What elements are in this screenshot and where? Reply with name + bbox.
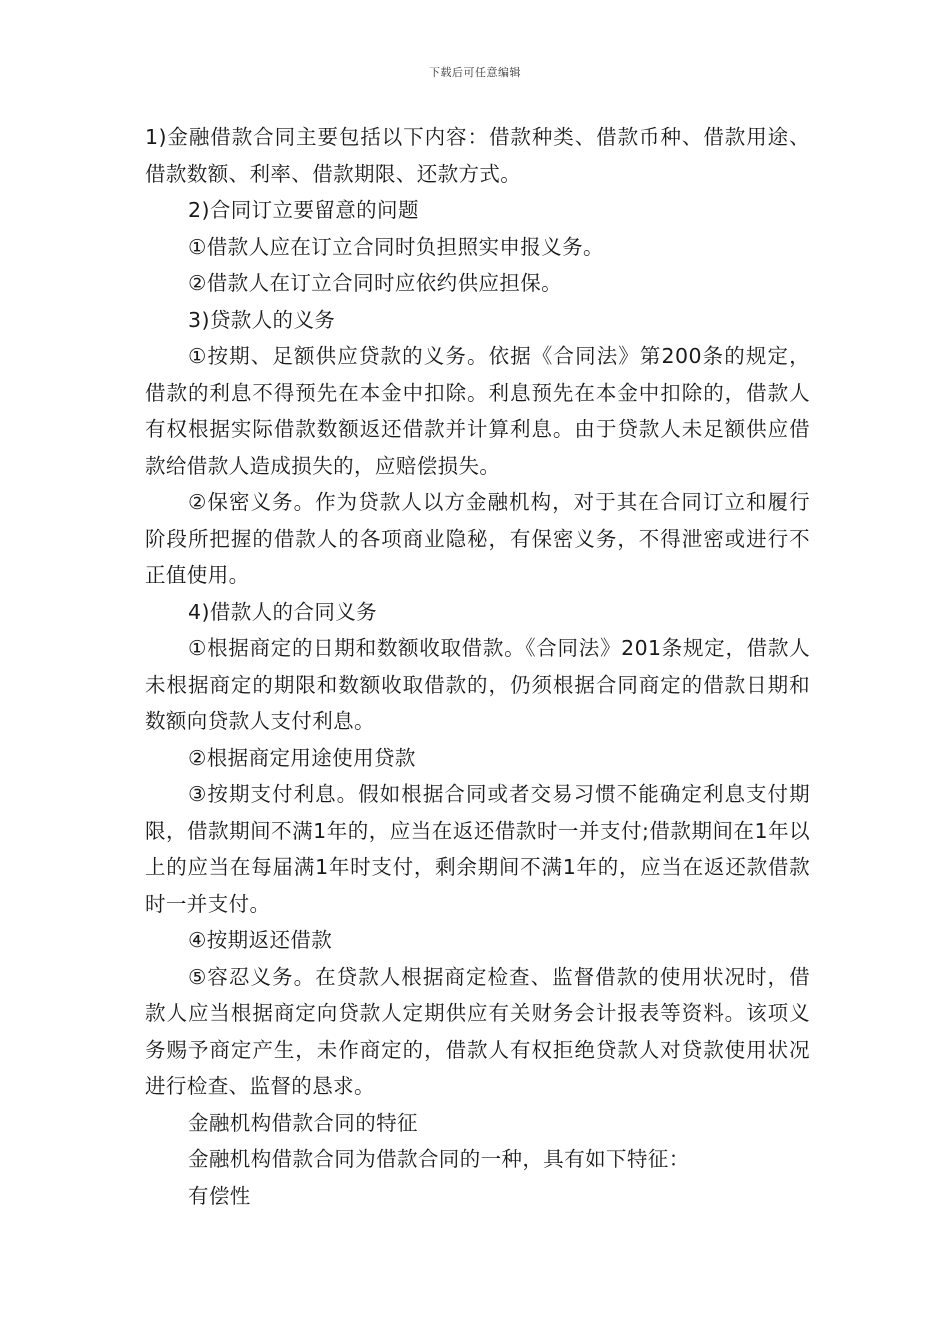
page-header-note: 下载后可任意编辑 <box>429 66 521 79</box>
paragraph-contract-contents: 1)金融借款合同主要包括以下内容：借款种类、借款币种、借款用途、借款数额、利率、借款期限、还款方式。 <box>145 125 810 186</box>
paragraph-borrower-tolerance: ⑤容忍义务。在贷款人根据商定检查、监督借款的使用状况时，借款人应当根据商定向贷款人定期供应有关财务会计报表等资料。该项义务赐予商定产生，未作商定的，借款人有权拒绝贷款人对贷款使用状况进行检查、监督的恳求。 <box>145 964 810 1098</box>
paragraph-features-intro: 金融机构借款合同为借款合同的一种，具有如下特征： <box>188 1147 690 1171</box>
document-body <box>145 119 810 1214</box>
paragraph-lender-full-loan: ①按期、足额供应贷款的义务。依据《合同法》第200条的规定，借款的利息不得预先在本金中扣除。利息预先在本金中扣除的，借款人有权根据实际借款数额返还借款并计算利息。由于贷款人未足额供应借款给借款人造成损失的，应赔偿损失。 <box>145 344 810 478</box>
paragraph-lender-confidentiality: ②保密义务。作为贷款人以方金融机构，对于其在合同订立和履行阶段所把握的借款人的各项商业隐秘，有保密义务，不得泄密或进行不正值使用。 <box>145 490 810 587</box>
paragraph-borrower-guarantee: ②借款人在订立合同时应依约供应担保。 <box>188 271 563 295</box>
heading-borrower-obligations: 4)借款人的合同义务 <box>188 599 378 624</box>
heading-contract-features: 金融机构借款合同的特征 <box>188 1110 418 1135</box>
paragraph-borrower-receive-loan: ①根据商定的日期和数额收取借款。《合同法》201条规定，借款人未根据商定的期限和数额收取借款的，仍须根据合同商定的借款日期和数额向贷款人支付利息。 <box>145 636 810 733</box>
paragraph-borrower-use-purpose: ②根据商定用途使用贷款 <box>188 745 416 770</box>
paragraph-borrower-pay-interest: ③按期支付利息。假如根据合同或者交易习惯不能确定利息支付期限，借款期间不满1年的，应当在返还借款时一并支付;借款期间在1年以上的应当在每届满1年时支付，剩余期间不满1年的，应当在返还款借款时一并支付。 <box>145 782 810 916</box>
paragraph-borrower-repay: ④按期返还借款 <box>188 928 333 952</box>
heading-lender-obligations: 3)贷款人的义务 <box>188 307 336 332</box>
paragraph-borrower-reporting: ①借款人应在订立合同时负担照实申报义务。 <box>188 234 604 259</box>
heading-contract-issues: 2)合同订立要留意的问题 <box>188 198 419 222</box>
paragraph-feature-onerous: 有偿性 <box>188 1183 251 1208</box>
